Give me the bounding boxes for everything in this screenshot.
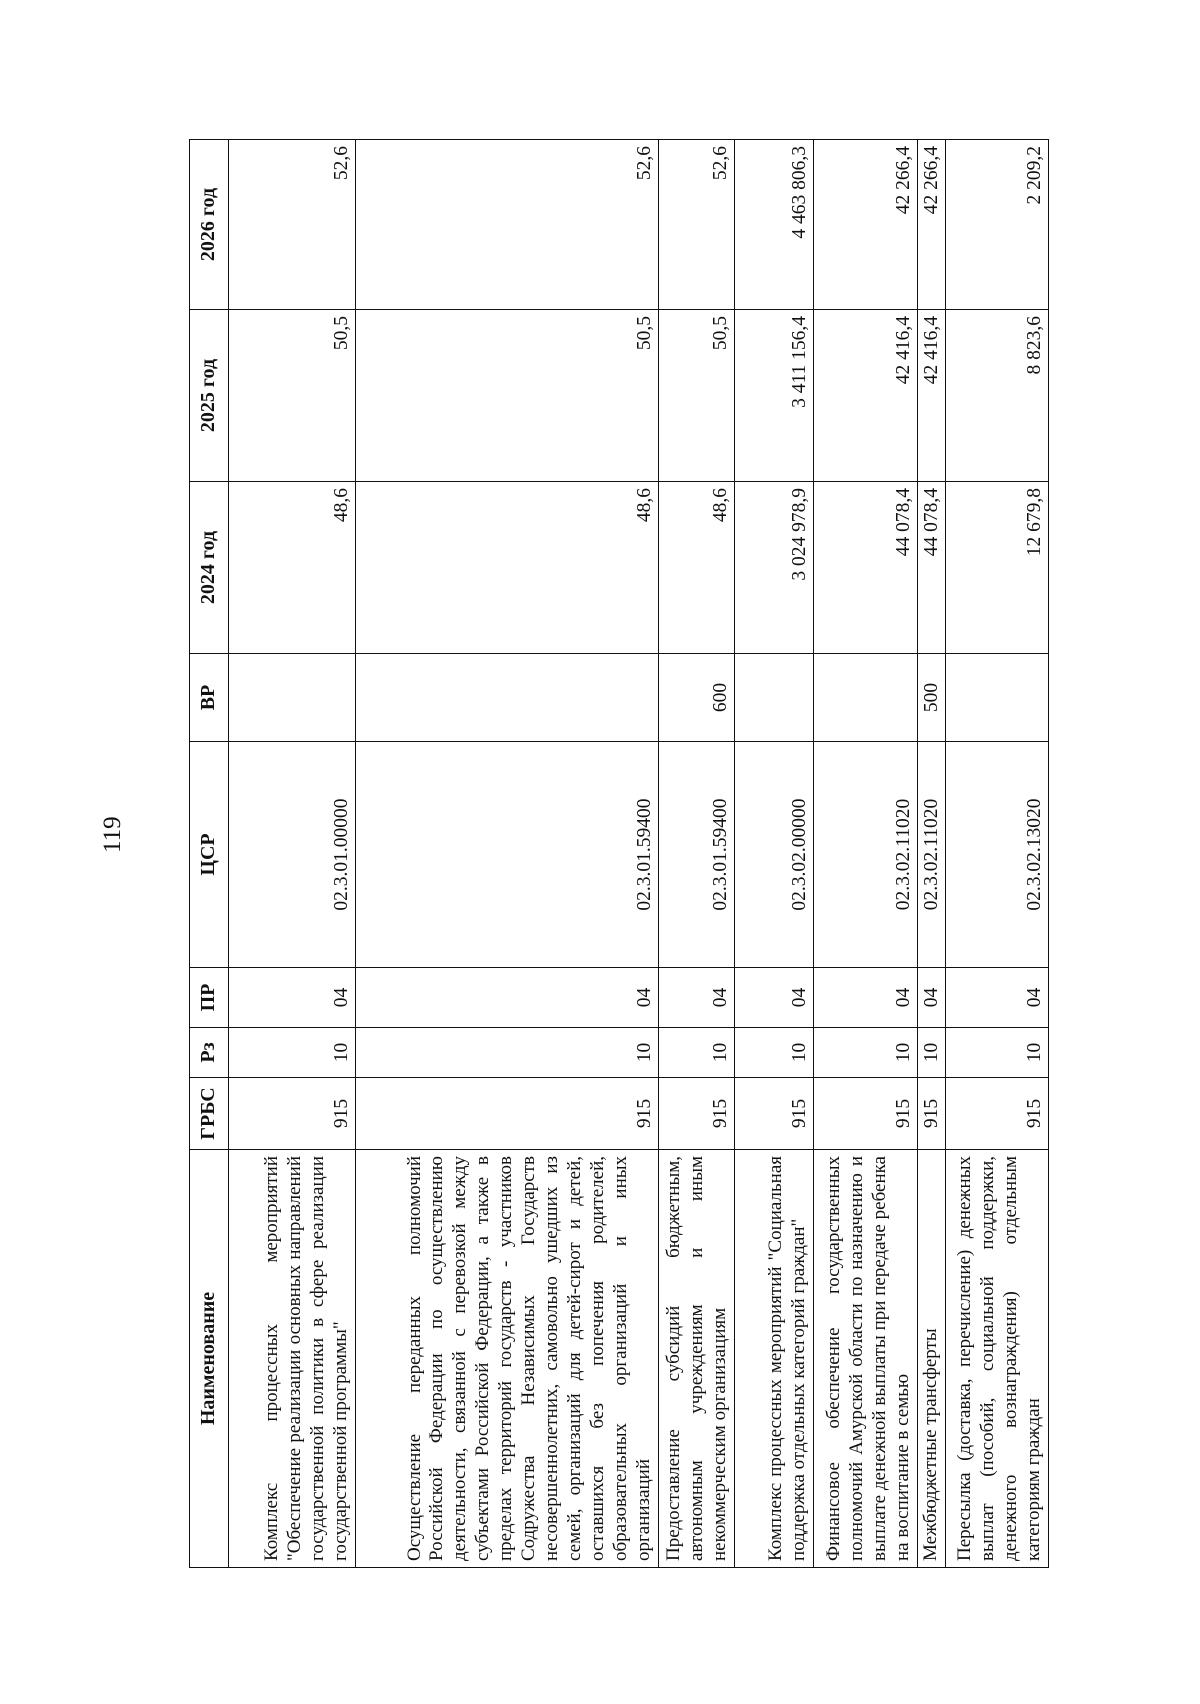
row-csr: 02.3.02.13020 xyxy=(946,742,1049,968)
row-pr: 04 xyxy=(229,968,356,1028)
page-number: 119 xyxy=(99,816,126,853)
row-grbs: 915 xyxy=(813,1078,917,1150)
row-2025: 8 823,6 xyxy=(946,310,1049,482)
row-grbs: 915 xyxy=(659,1078,734,1150)
row-2025: 3 411 156,4 xyxy=(734,310,813,482)
row-name: Пересылка (доставка, перечисление) денежных выплат (пособий, социальной поддержки, денежного вознаграждения) отдельным категориям граждан xyxy=(946,1150,1049,1568)
row-name: Межбюджетные трансферты xyxy=(917,1150,945,1568)
row-rz: 10 xyxy=(659,1028,734,1078)
row-2024: 12 679,8 xyxy=(946,482,1049,654)
row-rz: 10 xyxy=(813,1028,917,1078)
header-2024: 2024 год xyxy=(190,482,229,654)
row-vr: 500 xyxy=(917,654,945,742)
rotated-table-frame xyxy=(189,140,1049,1568)
row-2025: 50,5 xyxy=(659,310,734,482)
row-grbs: 915 xyxy=(917,1078,945,1150)
row-2024: 44 078,4 xyxy=(813,482,917,654)
row-2025: 50,5 xyxy=(229,310,356,482)
row-vr xyxy=(946,654,1049,742)
row-2026: 4 463 806,3 xyxy=(734,140,813,310)
row-rz: 10 xyxy=(946,1028,1049,1078)
row-vr xyxy=(229,654,356,742)
header-grbs: ГРБС xyxy=(190,1078,229,1150)
header-csr: ЦСР xyxy=(190,742,229,968)
row-2025: 42 416,4 xyxy=(813,310,917,482)
row-2025: 42 416,4 xyxy=(917,310,945,482)
table-row xyxy=(946,140,1049,1568)
row-2026: 52,6 xyxy=(659,140,734,310)
row-name: Комплекс процессных мероприятий "Обеспечение реализации основных направлений государственной политики в сфере реализации государственной программы" xyxy=(229,1150,356,1568)
row-grbs: 915 xyxy=(946,1078,1049,1150)
header-2026: 2026 год xyxy=(190,140,229,310)
row-2026: 52,6 xyxy=(229,140,356,310)
row-grbs: 915 xyxy=(356,1078,659,1150)
row-vr xyxy=(813,654,917,742)
row-csr: 02.3.02.11020 xyxy=(813,742,917,968)
header-2025: 2025 год xyxy=(190,310,229,482)
row-pr: 04 xyxy=(813,968,917,1028)
row-csr: 02.3.01.00000 xyxy=(229,742,356,968)
row-name: Осуществление переданных полномочий Российской Федерации по осуществлению деятельности, связанной с перевозкой между субъектами Российской Федерации, а также в пределах территорий государств - участников Содружества Независимых Государств несовершеннолетних, самовольно ушедших из семей, организаций для детей-сирот и детей, оставшихся без попечения родителей, образовательных организаций и иных организаций xyxy=(356,1150,659,1568)
row-grbs: 915 xyxy=(734,1078,813,1150)
row-2025: 50,5 xyxy=(356,310,659,482)
table-row xyxy=(356,140,659,1568)
row-csr: 02.3.01.59400 xyxy=(659,742,734,968)
row-2024: 3 024 978,9 xyxy=(734,482,813,654)
header-name: Наименование xyxy=(190,1150,229,1568)
row-pr: 04 xyxy=(917,968,945,1028)
row-csr: 02.3.01.59400 xyxy=(356,742,659,968)
row-2026: 2 209,2 xyxy=(946,140,1049,310)
row-2024: 48,6 xyxy=(659,482,734,654)
rotated-table-container xyxy=(189,140,1049,1568)
row-vr xyxy=(734,654,813,742)
table-header-row xyxy=(190,140,229,1568)
row-2024: 48,6 xyxy=(356,482,659,654)
row-pr: 04 xyxy=(659,968,734,1028)
row-2024: 44 078,4 xyxy=(917,482,945,654)
table-row xyxy=(229,140,356,1568)
header-vr: ВР xyxy=(190,654,229,742)
row-vr xyxy=(356,654,659,742)
row-pr: 04 xyxy=(946,968,1049,1028)
table-row xyxy=(813,140,917,1568)
row-pr: 04 xyxy=(734,968,813,1028)
row-name: Предоставление субсидий бюджетным, автономным учреждениям и иным некоммерческим организациям xyxy=(659,1150,734,1568)
header-pr: ПР xyxy=(190,968,229,1028)
row-rz: 10 xyxy=(917,1028,945,1078)
row-vr: 600 xyxy=(659,654,734,742)
row-name: Финансовое обеспечение государственных полномочий Амурской области по назначению и выплате денежной выплаты при передаче ребенка на воспитание в семью xyxy=(813,1150,917,1568)
row-2026: 42 266,4 xyxy=(813,140,917,310)
table-row xyxy=(734,140,813,1568)
row-pr: 04 xyxy=(356,968,659,1028)
header-rz: Рз xyxy=(190,1028,229,1078)
row-csr: 02.3.02.00000 xyxy=(734,742,813,968)
row-2026: 52,6 xyxy=(356,140,659,310)
row-rz: 10 xyxy=(229,1028,356,1078)
row-name: Комплекс процессных мероприятий "Социальная поддержка отдельных категорий граждан" xyxy=(734,1150,813,1568)
row-rz: 10 xyxy=(734,1028,813,1078)
row-2026: 42 266,4 xyxy=(917,140,945,310)
row-csr: 02.3.02.11020 xyxy=(917,742,945,968)
table-row xyxy=(659,140,734,1568)
budget-table xyxy=(189,139,1049,1568)
table-row xyxy=(917,140,945,1568)
row-2024: 48,6 xyxy=(229,482,356,654)
row-rz: 10 xyxy=(356,1028,659,1078)
row-grbs: 915 xyxy=(229,1078,356,1150)
